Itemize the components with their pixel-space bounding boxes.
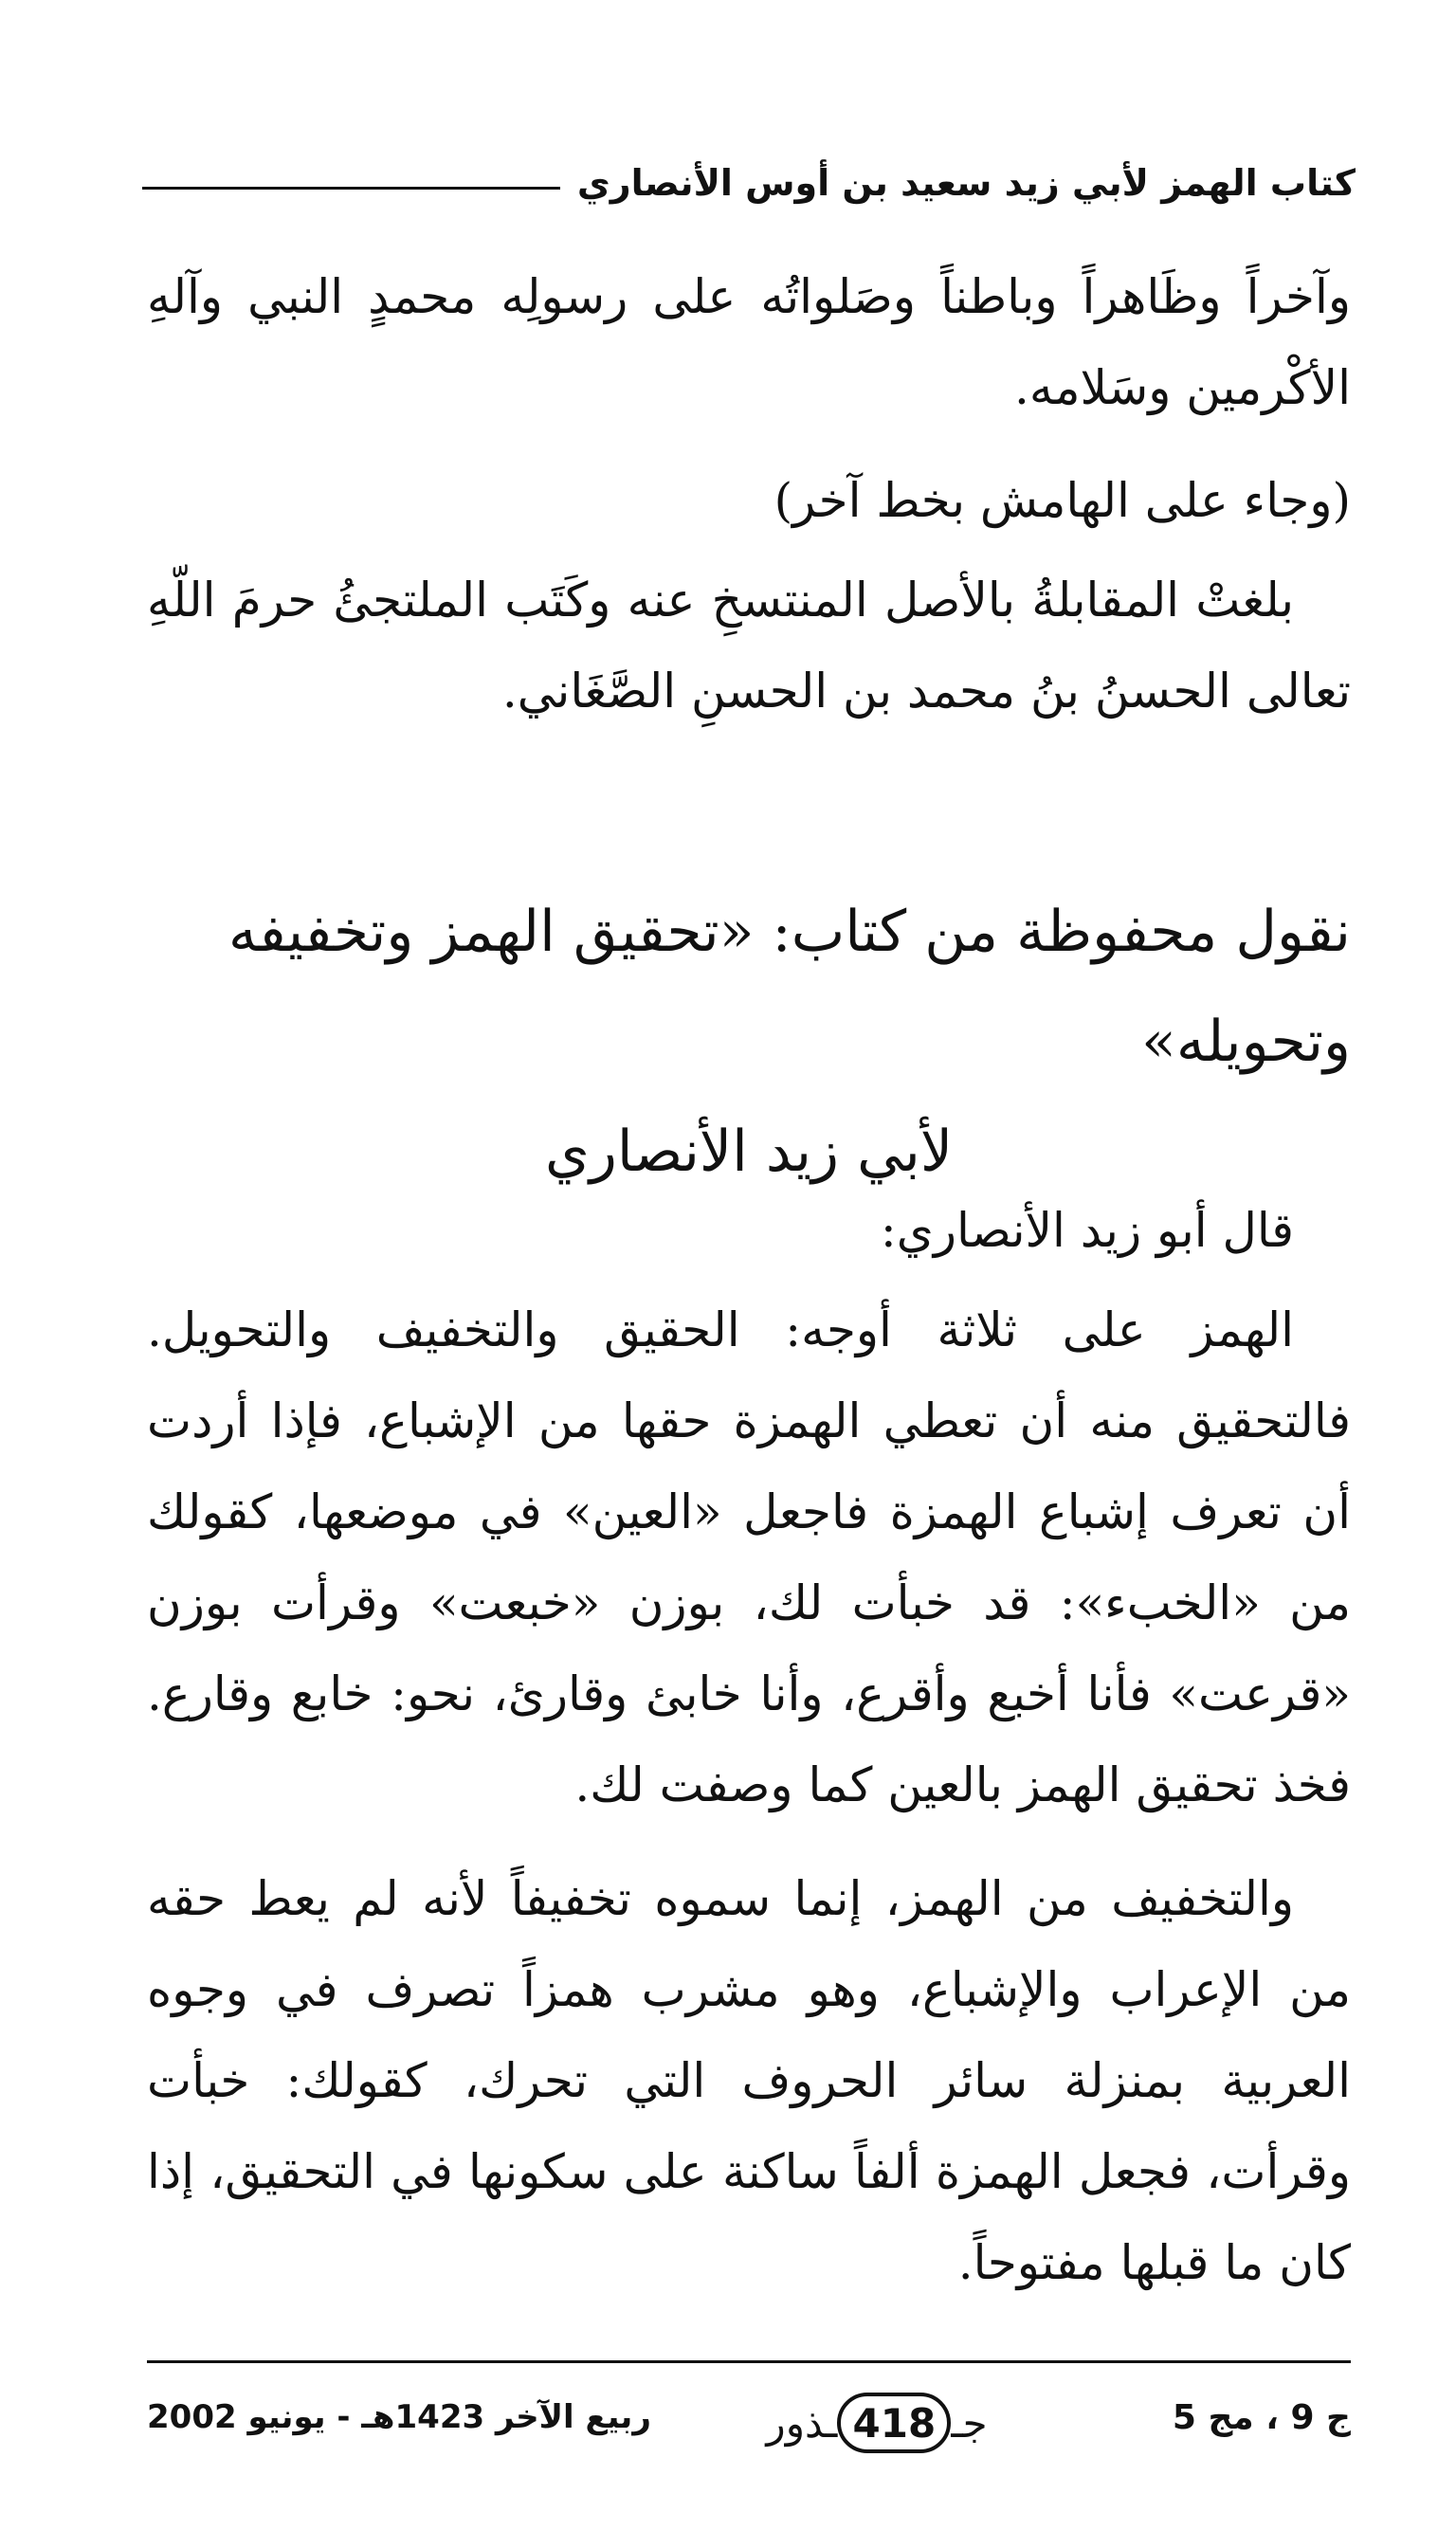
journal-name-part2: ـذور xyxy=(766,2399,838,2447)
intro-text: قال أبو زيد الأنصاري: xyxy=(880,1203,1294,1258)
margin-note-text: (وجاء على الهامش بخط آخر) xyxy=(774,473,1351,528)
paragraph-closing xyxy=(147,251,1351,433)
journal-name xyxy=(678,2385,1076,2461)
takhfif-text: والتخفيف من الهمز، إنما سموه تخفيفاً لأنه لم يعط حقه من الإعراب والإشباع، وهو مشرب همزاً تصرف في وجوه العربية بمنزلة سائر الحروف التي تحرك، كقولك: خبأت وقرأت، فجعل الهمزة ألفاً ساكنة على سكونها في التحقيق، إذا كان ما قبلها مفتوحاً. xyxy=(147,1871,1351,2290)
issue-date: ربيع الآخر 1423هـ - يونيو 2002 xyxy=(147,2398,651,2436)
page-number: 418 xyxy=(837,2393,951,2453)
paragraph-takhfif xyxy=(147,1853,1351,2308)
issue-volume: ج 9 ، مج 5 xyxy=(1172,2398,1351,2437)
section-heading xyxy=(147,877,1351,1207)
paragraph-collation xyxy=(147,555,1351,737)
section-heading-line1: نقول محفوظة من كتاب: «تحقيق الهمز وتخفيفه وتحويله» xyxy=(228,899,1351,1075)
header-rule xyxy=(142,187,560,190)
closing-text: وآخراً وظَاهراً وباطناً وصَلواتُه على رسولِه محمدٍ النبي وآلهِ الأكْرمين وسَلامه. xyxy=(147,269,1351,415)
page-footer xyxy=(147,2379,1351,2465)
section-heading-line2: لأبي زيد الأنصاري xyxy=(544,1119,954,1185)
running-header-title: كتاب الهمز لأبي زيد سعيد بن أوس الأنصاري xyxy=(576,162,1356,204)
running-header xyxy=(142,150,1356,216)
tahqiq-text: الهمز على ثلاثة أوجه: الحقيق والتخفيف والتحويل. فالتحقيق منه أن تعطي الهمزة حقها من الإشباع، فإذا أردت أن تعرف إشباع الهمزة فاجعل «العين» في موضعها، كقولك من «الخبء»: قد خبأت لك، بوزن «خبعت» وقرأت بوزن «قرعت» فأنا أخبع وأقرع، وأنا خابئ وقارئ، نحو: خابع وقارع. فخذ تحقيق الهمز بالعين كما وصفت لك. xyxy=(147,1302,1351,1812)
paragraph-tahqiq xyxy=(147,1284,1351,1830)
footer-rule xyxy=(147,2360,1351,2363)
journal-name-part1: جـ xyxy=(951,2399,988,2447)
collation-text: بلغتْ المقابلةُ بالأصل المنتسخِ عنه وكَتَب الملتجئُ حرمَ اللّهِ تعالى الحسنُ بنُ محمد بن الحسنِ الصَّغَاني. xyxy=(147,573,1351,719)
paragraph-intro xyxy=(147,1185,1351,1276)
margin-note xyxy=(147,455,1351,546)
